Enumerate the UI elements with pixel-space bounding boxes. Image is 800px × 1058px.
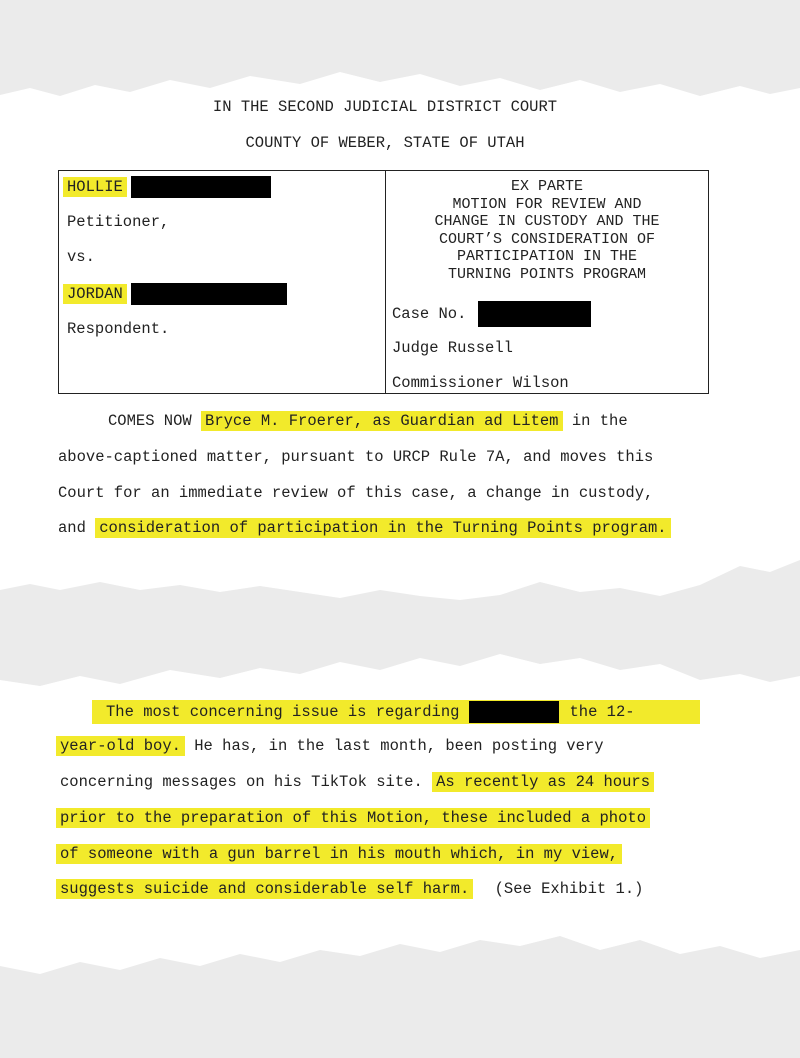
para2-text: He has, in the last month, been posting very — [194, 737, 604, 755]
para2-line3 — [60, 772, 654, 792]
respondent-role: Respondent. — [67, 320, 170, 338]
motion-title-line: MOTION FOR REVIEW AND — [452, 195, 642, 213]
motion-title-line: COURT’S CONSIDERATION OF — [438, 230, 656, 248]
judge-name: Judge Russell — [392, 339, 513, 357]
concern-highlight — [92, 700, 700, 724]
redaction-bar — [469, 701, 559, 723]
respondent-name: JORDAN — [63, 284, 127, 304]
motion-title-line: EX PARTE — [510, 178, 583, 195]
court-name: IN THE SECOND JUDICIAL DISTRICT COURT — [212, 98, 558, 116]
para1-line2: above-captioned matter, pursuant to URCP Rule 7A, and moves this — [58, 448, 654, 466]
para1-text: and — [58, 519, 86, 537]
guardian-highlight: Bryce M. Froerer, as Guardian ad Litem — [201, 411, 562, 431]
commissioner-name: Commissioner Wilson — [392, 374, 569, 392]
age-highlight: year-old boy. — [56, 736, 185, 756]
motion-title — [385, 178, 709, 284]
para1-line4 — [58, 518, 671, 538]
para2-line4 — [56, 808, 650, 828]
para2-line1 — [92, 700, 700, 724]
para2-line6 — [56, 879, 643, 899]
case-number-label: Case No. — [392, 305, 467, 324]
redaction-bar — [478, 301, 591, 327]
para1-line1 — [108, 411, 628, 431]
motion-title-line: CHANGE IN CUSTODY AND THE — [434, 213, 660, 231]
respondent-line — [63, 283, 287, 305]
recent-highlight: As recently as 24 hours — [432, 772, 654, 792]
para2-text: The most concerning issue is regarding — [106, 703, 460, 722]
redaction-bar — [131, 283, 287, 305]
para2-text: concerning messages on his TikTok site. — [60, 773, 423, 791]
motion-title-line: TURNING POINTS PROGRAM — [447, 265, 647, 283]
petitioner-name: HOLLIE — [63, 177, 127, 197]
suicide-highlight: suggests suicide and considerable self harm. — [56, 879, 473, 899]
petitioner-line — [63, 176, 271, 198]
exhibit-reference: (See Exhibit 1.) — [494, 880, 644, 898]
para1-text: COMES NOW — [108, 412, 192, 430]
para2-line5 — [56, 844, 622, 864]
motion-title-line: PARTICIPATION IN THE — [456, 248, 638, 266]
gun-highlight: of someone with a gun barrel in his mouth which, in my view, — [56, 844, 622, 864]
para1-text: in the — [571, 412, 628, 430]
para1-line3: Court for an immediate review of this case, a change in custody, — [58, 484, 654, 502]
redaction-bar — [131, 176, 271, 198]
petitioner-role: Petitioner, — [67, 213, 170, 231]
photo-highlight: prior to the preparation of this Motion, these included a photo — [56, 808, 650, 828]
para2-line2 — [56, 736, 604, 756]
para2-text: the 12- — [569, 703, 635, 722]
versus-label: vs. — [67, 248, 95, 266]
case-number — [392, 301, 591, 327]
turning-points-highlight: consideration of participation in the Turning Points program. — [95, 518, 670, 538]
court-county: COUNTY OF WEBER, STATE OF UTAH — [245, 134, 525, 152]
